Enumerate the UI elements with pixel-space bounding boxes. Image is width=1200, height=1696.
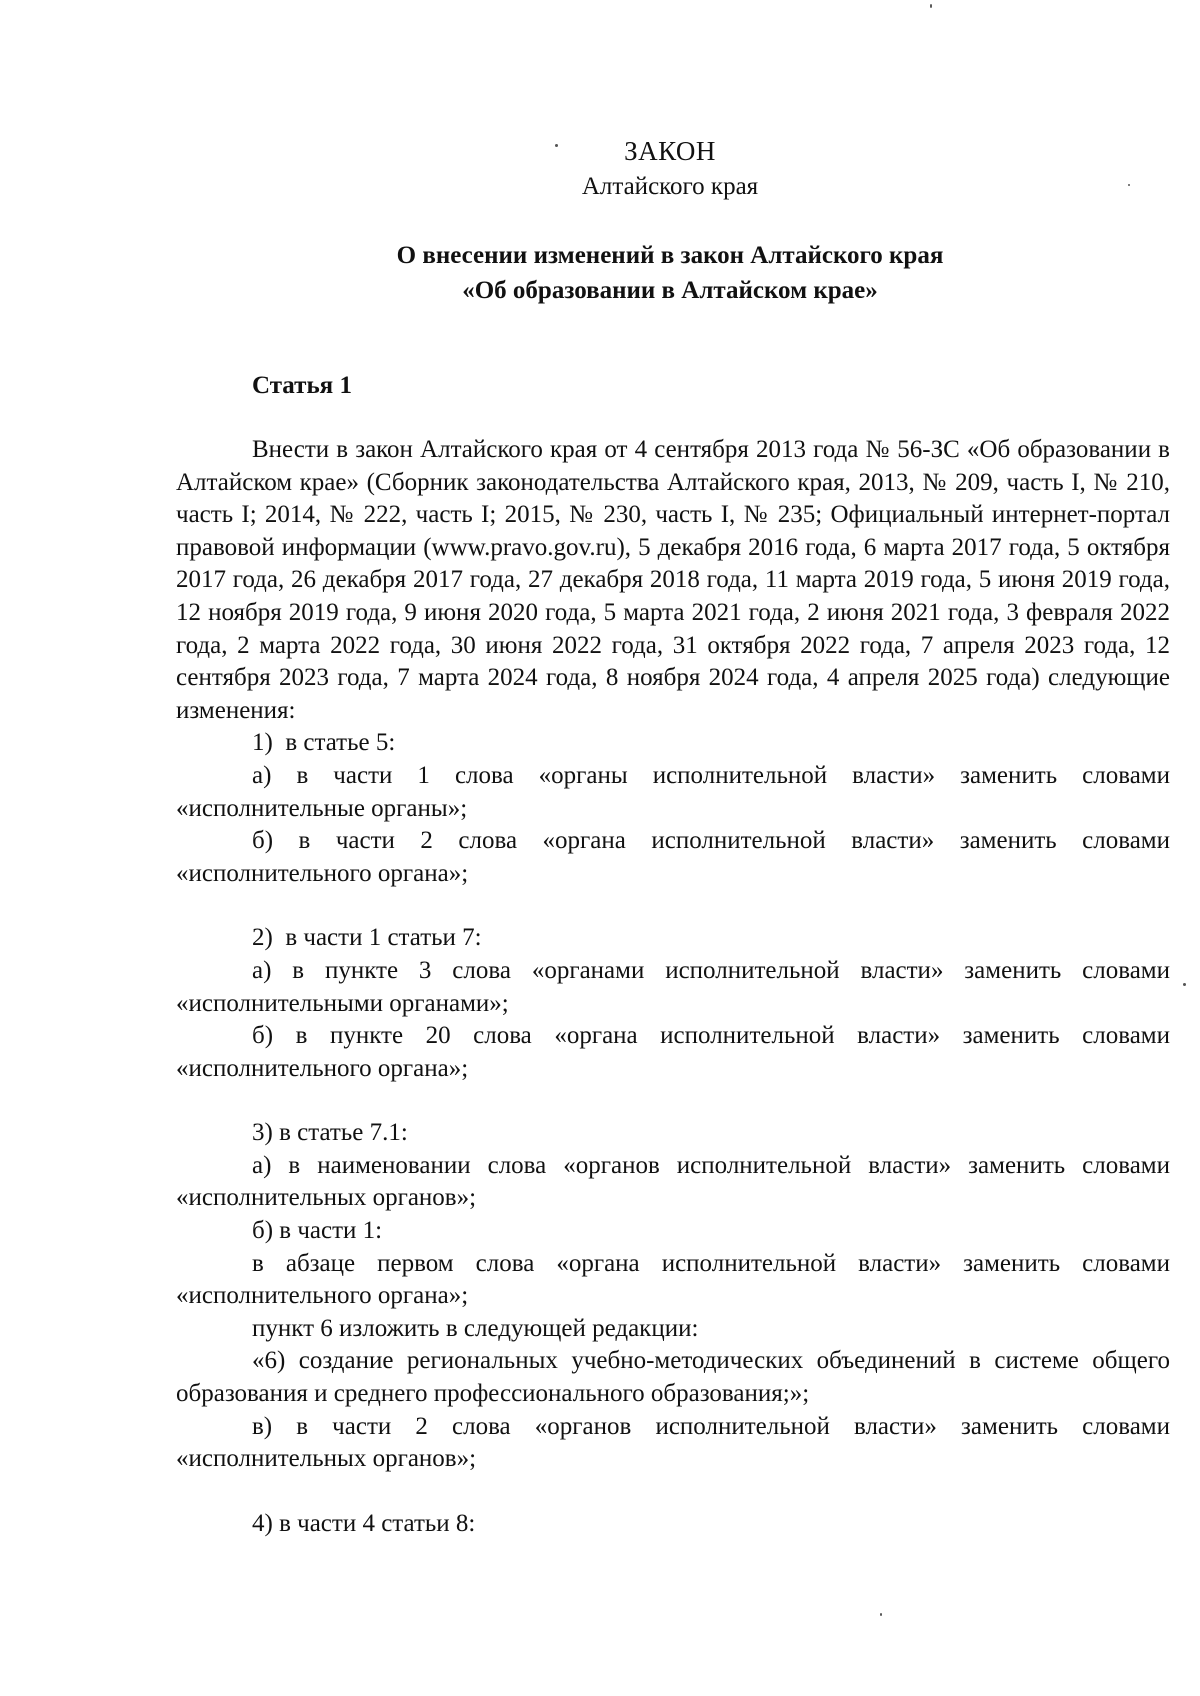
- intro-paragraph: Внести в закон Алтайского края от 4 сентября 2013 года № 56-ЗС «Об образовании в Алтайском крае» (Сборник законодательства Алтайского края, 2013, № 209, часть I, № 210, часть I; 2014, № 222, часть I; 2015, № 230, часть I, № 235; Официальный интернет-портал правовой информации (www.pravo.gov.ru), 5 декабря 2016 года, 6 марта 2017 года, 5 октября 2017 года, 26 декабря 2017 года, 27 декабря 2018 года, 11 марта 2019 года, 5 июня 2019 года, 12 ноября 2019 года, 9 июня 2020 года, 5 марта 2021 года, 2 июня 2021 года, 3 февраля 2022 года, 2 марта 2022 года, 30 июня 2022 года, 31 октября 2022 года, 7 апреля 2023 года, 12 сентября 2023 года, 7 марта 2024 года, 8 ноября 2024 года, 4 апреля 2025 года) следующие изменения:: [176, 436, 1170, 724]
- spacer: [176, 1476, 1170, 1508]
- item-2-b: б) в пункте 20 слова «органа исполнительной власти» заменить словами «исполнительного органа»;: [176, 1022, 1170, 1082]
- item-4: 4) в части 4 статьи 8:: [252, 1509, 476, 1537]
- item-2-a: а) в пункте 3 слова «органами исполнительной власти» заменить словами «исполнительными органами»;: [176, 956, 1170, 1017]
- item-2: 2) в части 1 статьи 7:: [252, 924, 482, 952]
- item-3-b: б) в части 1:: [252, 1217, 383, 1245]
- item-1-b: б) в части 2 слова «органа исполнительной власти» заменить словами «исполнительного органа»;: [176, 827, 1170, 887]
- law-region: Алтайского края: [581, 173, 759, 200]
- scan-speck: [930, 4, 932, 8]
- scan-speck: [1183, 983, 1186, 986]
- scan-speck: [1128, 184, 1130, 186]
- law-title: [300, 238, 1040, 308]
- item-1-a: а) в части 1 слова «органы исполнительной власти» заменить словами «исполнительные органы»;: [176, 761, 1170, 822]
- article-heading: Статья 1: [252, 372, 352, 399]
- item-3-b-2: пункт 6 изложить в следующей редакции:: [252, 1314, 699, 1342]
- article-body: [176, 434, 1170, 1540]
- spacer: [176, 890, 1170, 922]
- scan-speck: [880, 1613, 882, 1616]
- law-heading: ЗАКОН: [624, 136, 716, 166]
- item-3: 3) в статье 7.1:: [252, 1119, 408, 1147]
- item-3-b-1: в абзаце первом слова «органа исполнительной власти» заменить словами «исполнительного органа»;: [176, 1249, 1170, 1310]
- item-3-b-3: «6) создание региональных учебно-методических объединений в системе общего образования и среднего профессионального образования;»;: [176, 1347, 1170, 1408]
- item-3-a: а) в наименовании слова «органов исполнительной власти» заменить словами «исполнительных органов»;: [176, 1151, 1170, 1212]
- item-3-c: в) в части 2 слова «органов исполнительной власти» заменить словами «исполнительных органов»;: [176, 1412, 1170, 1473]
- item-1: 1) в статье 5:: [252, 729, 396, 757]
- spacer: [176, 1085, 1170, 1117]
- law-title-line-2: «Об образовании в Алтайском крае»: [462, 277, 878, 304]
- law-title-line-1: О внесении изменений в закон Алтайского края: [396, 242, 944, 269]
- scan-speck: [555, 144, 558, 147]
